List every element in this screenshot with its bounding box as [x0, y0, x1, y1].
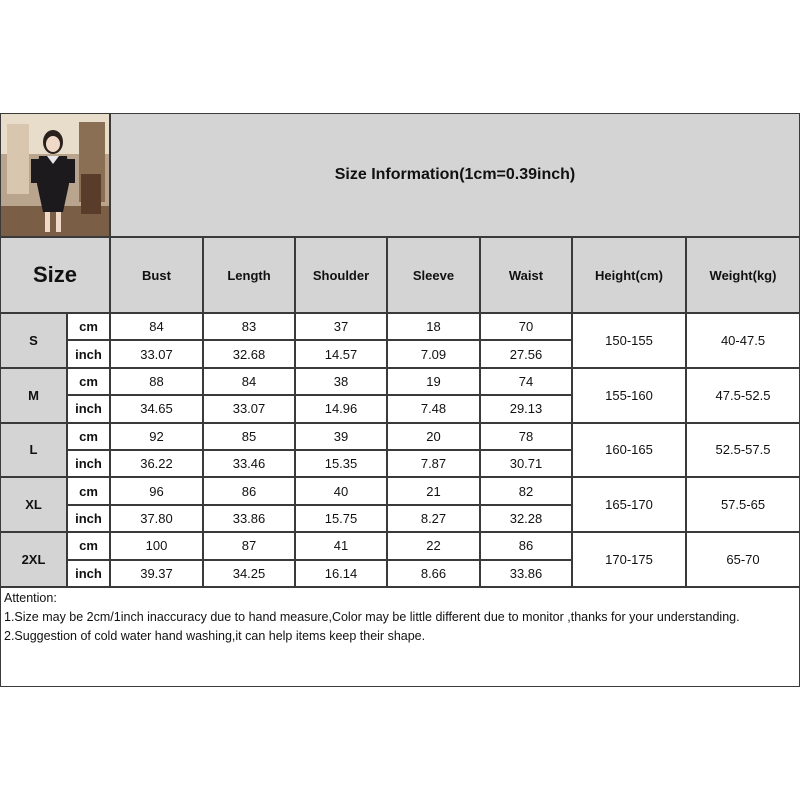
- inch-value: 16.14: [295, 560, 387, 587]
- height-range: 170-175: [572, 532, 686, 587]
- cm-value: 88: [110, 368, 203, 395]
- unit-cm: cm: [67, 477, 110, 504]
- size-label: 2XL: [0, 532, 67, 587]
- size-row-m: [0, 368, 800, 423]
- inch-value: 15.75: [295, 505, 387, 532]
- cm-value: 83: [203, 313, 295, 340]
- size-chart: [0, 113, 800, 687]
- height-range: 160-165: [572, 423, 686, 478]
- size-header: Size: [0, 237, 110, 313]
- inch-value: 8.27: [387, 505, 480, 532]
- cm-value: 40: [295, 477, 387, 504]
- cm-value: 20: [387, 423, 480, 450]
- col-shoulder: Shoulder: [295, 237, 387, 313]
- size-label: L: [0, 423, 67, 478]
- unit-inch: inch: [67, 560, 110, 587]
- weight-range: 47.5-52.5: [686, 368, 800, 423]
- cm-value: 37: [295, 313, 387, 340]
- model-dress-image: [1, 114, 109, 236]
- cm-value: 86: [203, 477, 295, 504]
- cm-value: 70: [480, 313, 572, 340]
- col-bust: Bust: [110, 237, 203, 313]
- weight-range: 40-47.5: [686, 313, 800, 368]
- attention-notes: [0, 587, 800, 687]
- inch-value: 7.48: [387, 395, 480, 422]
- cm-value: 21: [387, 477, 480, 504]
- cm-value: 78: [480, 423, 572, 450]
- unit-cm: cm: [67, 423, 110, 450]
- unit-cm: cm: [67, 313, 110, 340]
- inch-value: 15.35: [295, 450, 387, 477]
- inch-value: 33.86: [480, 560, 572, 587]
- cm-value: 38: [295, 368, 387, 395]
- cm-value: 41: [295, 532, 387, 559]
- inch-value: 29.13: [480, 395, 572, 422]
- height-range: 150-155: [572, 313, 686, 368]
- inch-value: 8.66: [387, 560, 480, 587]
- notes-heading: Attention:: [4, 591, 57, 605]
- inch-value: 7.87: [387, 450, 480, 477]
- inch-value: 33.07: [110, 340, 203, 367]
- col-weight: Weight(kg): [686, 237, 800, 313]
- inch-value: 39.37: [110, 560, 203, 587]
- cm-value: 92: [110, 423, 203, 450]
- cm-value: 96: [110, 477, 203, 504]
- cm-value: 39: [295, 423, 387, 450]
- unit-inch: inch: [67, 505, 110, 532]
- height-range: 155-160: [572, 368, 686, 423]
- size-label: M: [0, 368, 67, 423]
- inch-value: 7.09: [387, 340, 480, 367]
- inch-value: 37.80: [110, 505, 203, 532]
- inch-value: 34.25: [203, 560, 295, 587]
- cm-value: 19: [387, 368, 480, 395]
- size-row-2xl: [0, 532, 800, 587]
- col-height: Height(cm): [572, 237, 686, 313]
- col-waist: Waist: [480, 237, 572, 313]
- cm-value: 85: [203, 423, 295, 450]
- cm-value: 84: [203, 368, 295, 395]
- product-photo: [0, 113, 110, 237]
- unit-inch: inch: [67, 395, 110, 422]
- size-label: S: [0, 313, 67, 368]
- inch-value: 33.86: [203, 505, 295, 532]
- weight-range: 52.5-57.5: [686, 423, 800, 478]
- cm-value: 18: [387, 313, 480, 340]
- inch-value: 36.22: [110, 450, 203, 477]
- cm-value: 86: [480, 532, 572, 559]
- cm-value: 100: [110, 532, 203, 559]
- cm-value: 84: [110, 313, 203, 340]
- col-sleeve: Sleeve: [387, 237, 480, 313]
- inch-value: 33.07: [203, 395, 295, 422]
- notes-line-1: 1.Size may be 2cm/1inch inaccuracy due to hand measure,Color may be little different due to monitor ,thanks for your understanding.: [4, 610, 740, 624]
- notes-line-2: 2.Suggestion of cold water hand washing,it can help items keep their shape.: [4, 629, 426, 643]
- inch-value: 32.28: [480, 505, 572, 532]
- cm-value: 74: [480, 368, 572, 395]
- inch-value: 14.57: [295, 340, 387, 367]
- height-range: 165-170: [572, 477, 686, 532]
- weight-range: 65-70: [686, 532, 800, 587]
- unit-inch: inch: [67, 450, 110, 477]
- inch-value: 34.65: [110, 395, 203, 422]
- weight-range: 57.5-65: [686, 477, 800, 532]
- inch-value: 27.56: [480, 340, 572, 367]
- unit-cm: cm: [67, 368, 110, 395]
- inch-value: 14.96: [295, 395, 387, 422]
- inch-value: 30.71: [480, 450, 572, 477]
- size-label: XL: [0, 477, 67, 532]
- col-length: Length: [203, 237, 295, 313]
- inch-value: 33.46: [203, 450, 295, 477]
- cm-value: 87: [203, 532, 295, 559]
- cm-value: 22: [387, 532, 480, 559]
- unit-inch: inch: [67, 340, 110, 367]
- cm-value: 82: [480, 477, 572, 504]
- size-row-s: [0, 313, 800, 368]
- size-row-xl: [0, 477, 800, 532]
- size-info-title: Size Information(1cm=0.39inch): [110, 113, 800, 237]
- table-header-row: [0, 237, 800, 313]
- size-row-l: [0, 423, 800, 478]
- unit-cm: cm: [67, 532, 110, 559]
- inch-value: 32.68: [203, 340, 295, 367]
